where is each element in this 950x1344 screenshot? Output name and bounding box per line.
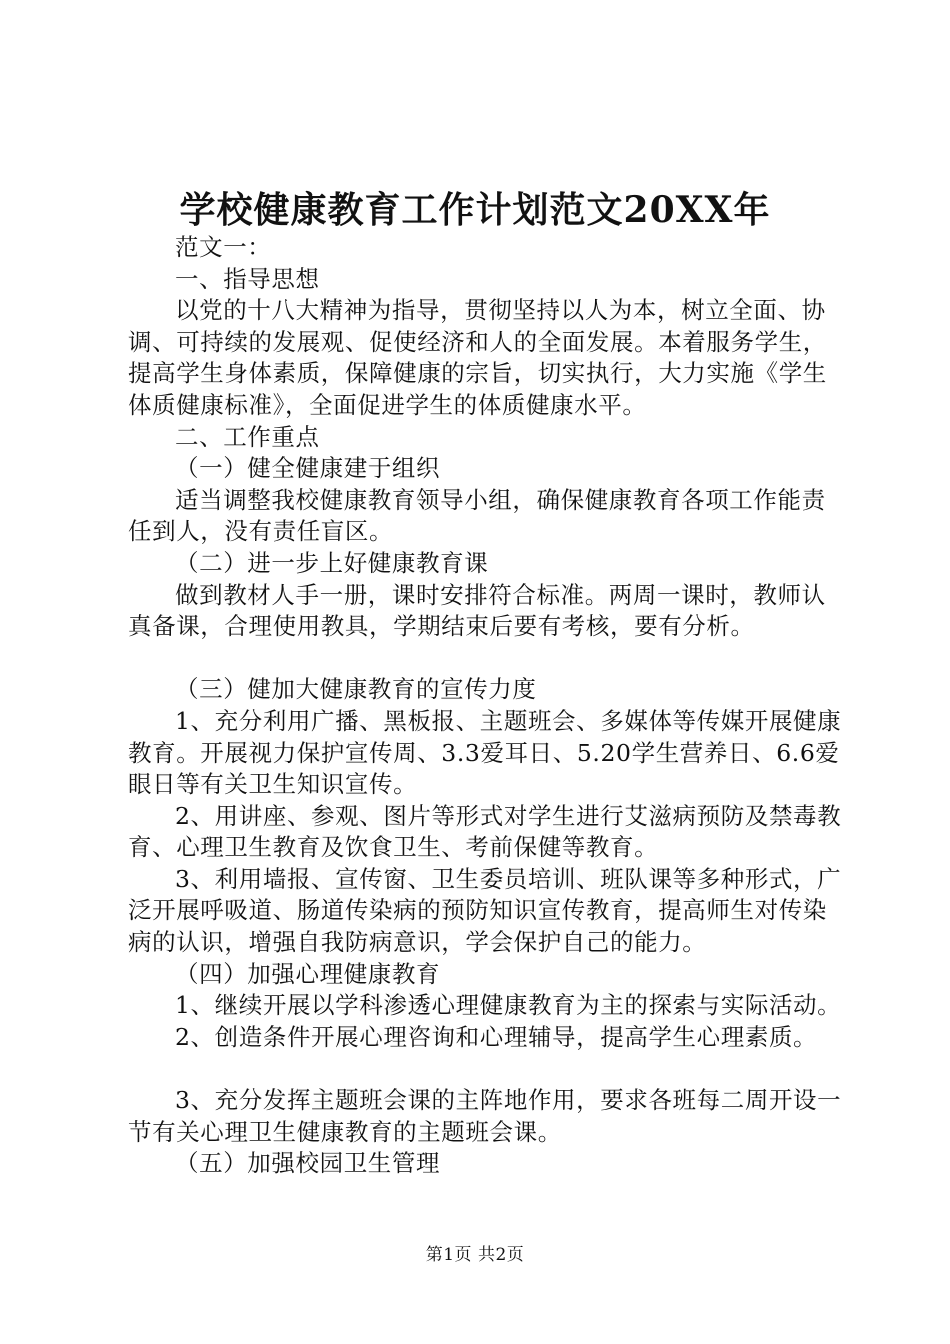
paragraph: 2、创造条件开展心理咨询和心理辅导，提高学生心理素质。 [175,1022,818,1051]
section-heading: 一、指导思想 [175,264,320,293]
subsection-heading: （五）加强校园卫生管理 [175,1149,441,1178]
paragraph: 适当调整我校健康教育领导小组，确保健康教育各项工作能责任到人，没有责任盲区。 [128,485,826,546]
paragraph: 3、利用墙报、宣传窗、卫生委员培训、班队课等多种形式，广泛开展呼吸道、肠道传染病的预防知识宣传教育，提高师生对传染病的认识，增强自我防病意识，学会保护自己的能力。 [128,864,842,957]
page-footer: 第1页 共2页 [425,1245,525,1265]
paragraph: 3、充分发挥主题班会课的主阵地作用，要求各班每二周开设一节有关心理卫生健康教育的主题班会课。 [128,1086,842,1146]
subsection-heading: （二）进一步上好健康教育课 [175,548,489,577]
subsection-heading: （三）健加大健康教育的宣传力度 [175,675,537,704]
subsection-heading: （一）健全健康建于组织 [175,454,441,483]
paragraph: 2、用讲座、参观、图片等形式对学生进行艾滋病预防及禁毒教育、心理卫生教育及饮食卫生、考前保健等教育。 [128,801,842,862]
document-body [128,232,848,1180]
subsection-heading: （四）加强心理健康教育 [175,959,441,988]
paragraph: 以党的十八大精神为指导，贯彻坚持以人为本，树立全面、协调、可持续的发展观、促使经济和人的全面发展。本着服务学生，提高学生身体素质，保障健康的宗旨，切实执行，大力实施《学生体质健康标准》，全面促进学生的体质健康水平。 [128,296,827,419]
section-heading: 二、工作重点 [175,422,320,451]
paragraph: 1、充分利用广播、黑板报、主题班会、多媒体等传媒开展健康教育。开展视力保护宣传周、3.3爱耳日、5.20学生营养日、6.6爱眼日等有关卫生知识宣传。 [128,706,842,799]
paragraph: 1、继续开展以学科渗透心理健康教育为主的探索与实际活动。 [175,991,842,1020]
paragraph-label: 范文一： [175,233,272,261]
document-title: 学校健康教育工作计划范文20XX年 [179,189,771,231]
paragraph: 做到教材人手一册，课时安排符合标准。两周一课时，教师认真备课，合理使用教具，学期结束后要有考核，要有分析。 [128,580,826,641]
